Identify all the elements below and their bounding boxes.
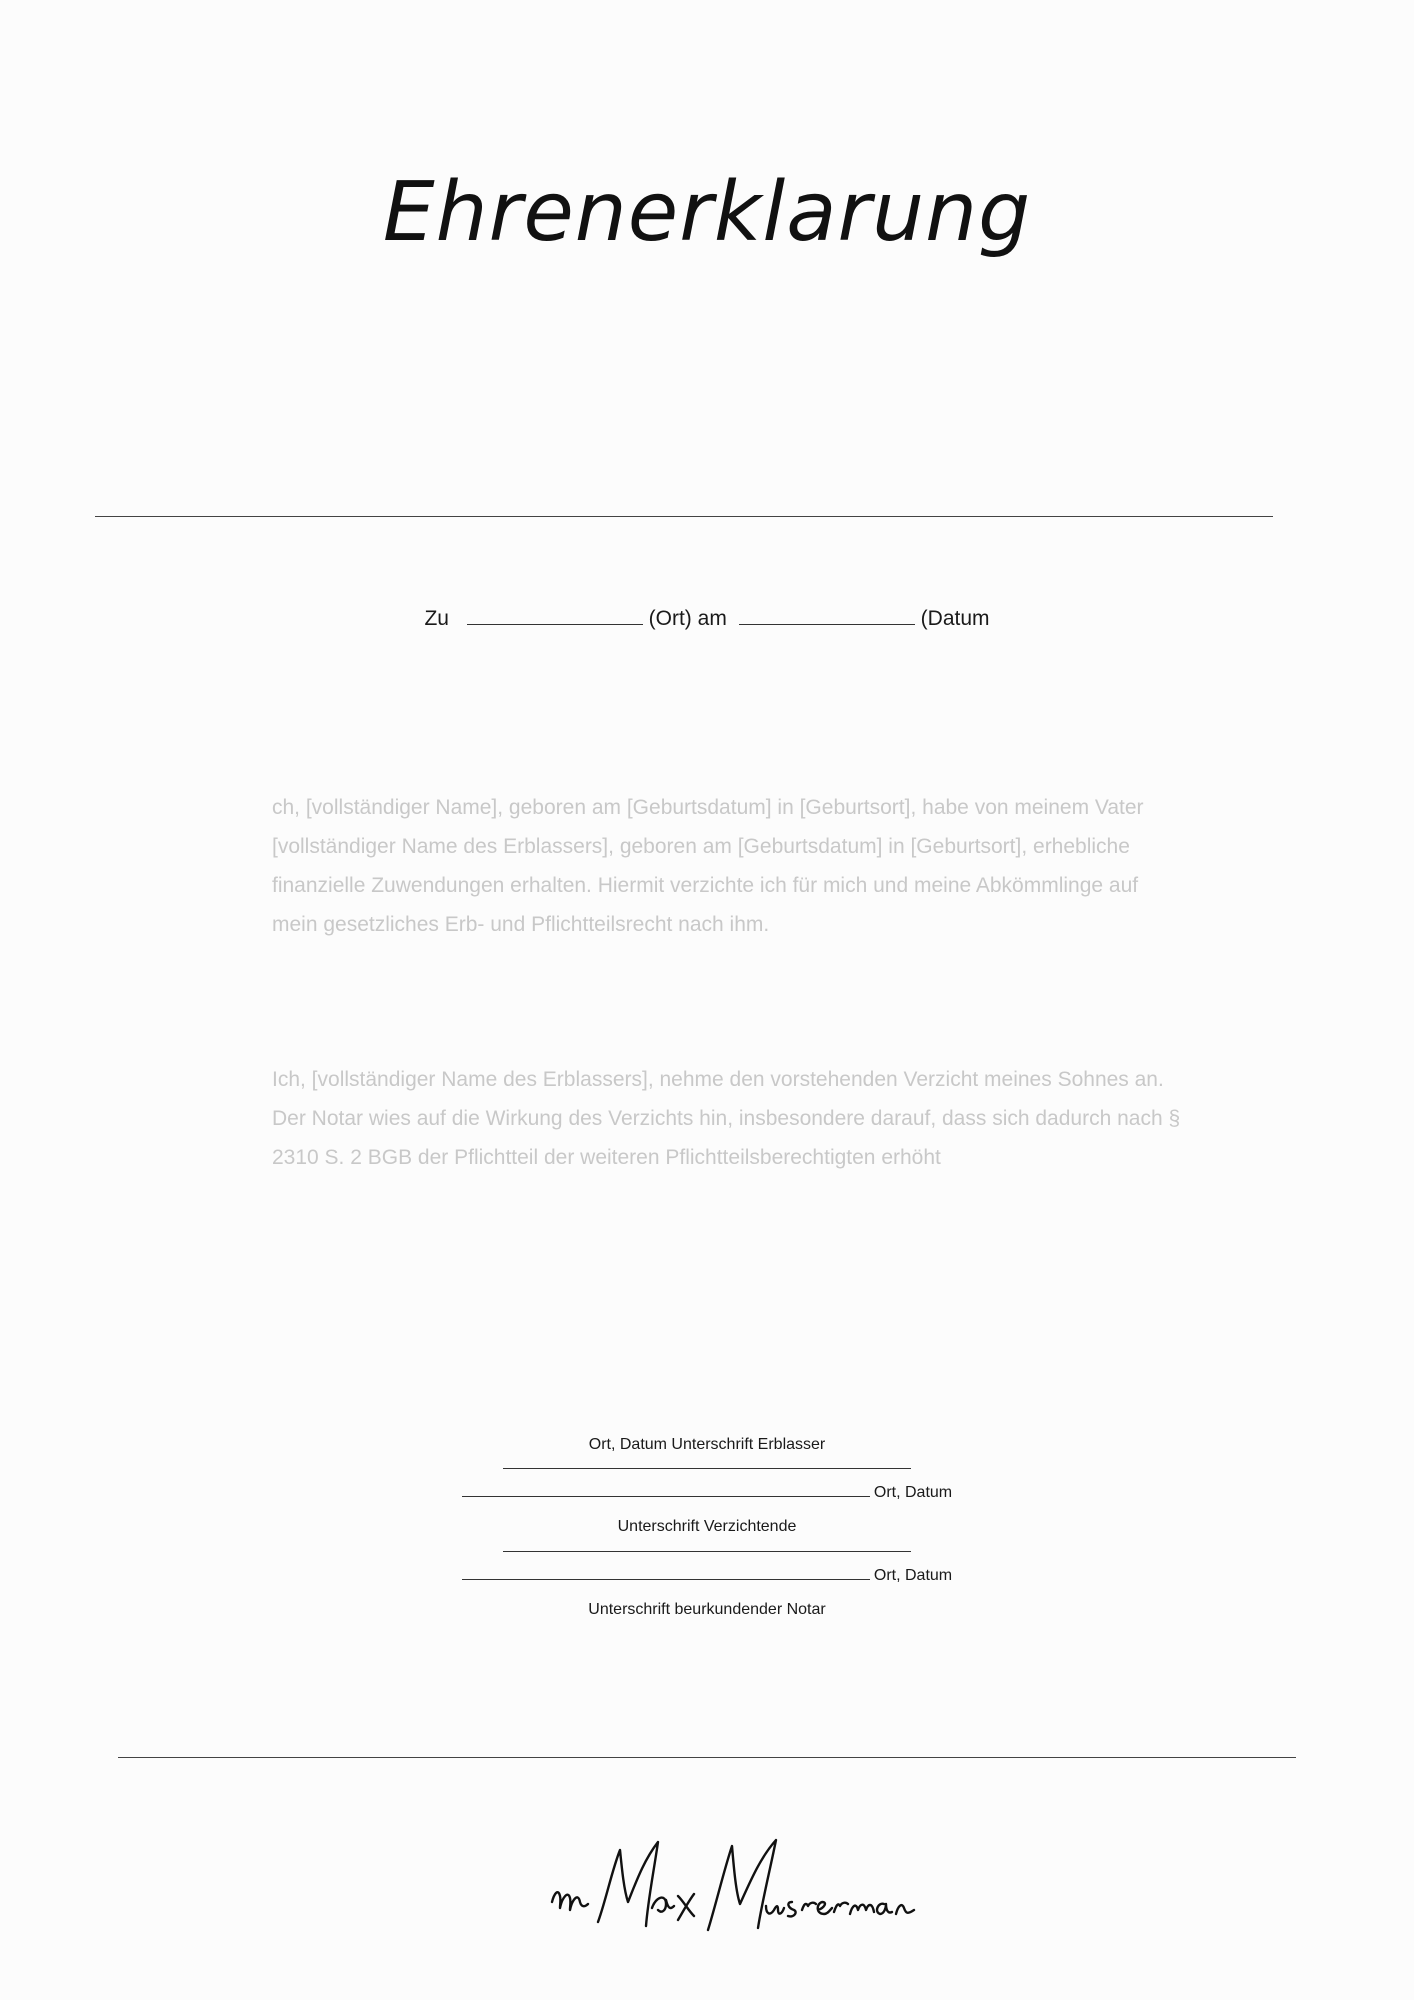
signature-underline <box>503 1454 911 1469</box>
signature-line-1 <box>0 1454 1414 1474</box>
place-date-line <box>0 606 1414 631</box>
signature-underline <box>462 1482 870 1497</box>
signature-row-ort-datum-2 <box>0 1565 1414 1585</box>
top-divider <box>95 516 1273 517</box>
date-blank <box>739 606 915 625</box>
signature-row-ort-datum-1 <box>0 1482 1414 1502</box>
paragraph-waiver: ch, [vollständiger Name], geboren am [Geburtsdatum] in [Geburtsort], habe von meinem Vater [vollständiger Name des Erblassers], geboren am [Geburtsdatum] in [Geburtsort], erhebliche finanzielle Zuwendungen erhalten. Hiermit verzichte ich für mich und meine Abkömmlinge auf mein gesetzliches Erb- und Pflichtteilsrecht nach ihm. <box>272 796 1144 936</box>
ort-datum-label: Ort, Datum <box>873 1567 953 1584</box>
signature-underline <box>503 1537 911 1552</box>
place-middle: (Ort) am <box>648 607 727 630</box>
signature-line-2 <box>0 1537 1414 1557</box>
ort-datum-label: Ort, Datum <box>873 1484 953 1501</box>
date-suffix: (Datum <box>920 607 990 630</box>
signature-label-verzichtende: Unterschrift Verzichtende <box>617 1518 797 1535</box>
signature-label-erblasser: Ort, Datum Unterschrift Erblasser <box>588 1436 826 1453</box>
paragraph-acceptance: Ich, [vollständiger Name des Erblassers], nehme den vorstehenden Verzicht meines Sohnes an. Der Notar wies auf die Wirkung des Verzichts hin, insbesondere darauf, dass sich dadurch nach § 2310 S. 2 BGB der Pflichtteil der weiteren Pflichtteilsberechtigten erhöht <box>272 1068 1181 1169</box>
bottom-divider <box>118 1757 1296 1758</box>
document-title: Ehrenerklarung <box>382 165 1032 260</box>
signature-underline <box>462 1565 870 1580</box>
place-blank <box>467 606 643 625</box>
signature-label-notar: Unterschrift beurkundender Notar <box>588 1601 826 1618</box>
place-prefix: Zu <box>424 607 449 630</box>
handwritten-signature <box>540 1830 920 1940</box>
